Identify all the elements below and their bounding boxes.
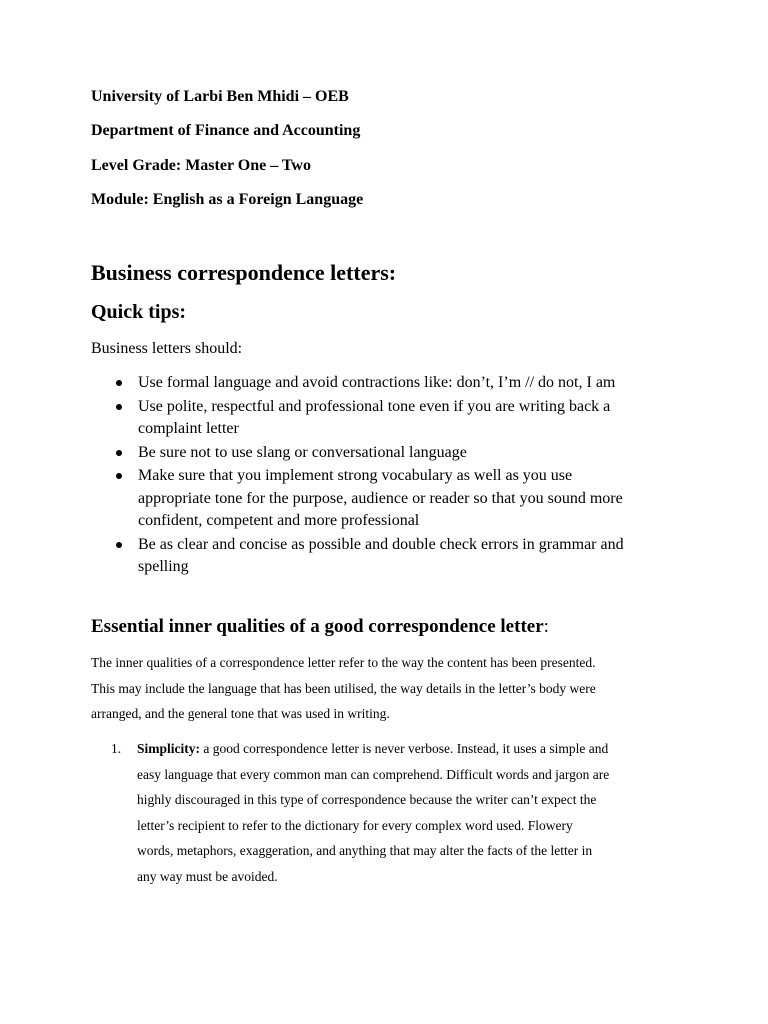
essential-paragraph: The inner qualities of a correspondence letter refer to the way the content has been presented. This may include the language that has been utilised, the way details in the letter’s body were arranged, and the general tone that was used in writing. — [91, 655, 596, 721]
bullet-icon — [116, 380, 122, 386]
intro-text: Business letters should: — [91, 340, 243, 357]
bullet-icon — [116, 542, 122, 548]
essential-heading-colon: : — [543, 616, 549, 637]
list-item — [91, 372, 631, 395]
tip-text: Use formal language and avoid contractions like: don’t, I’m // do not, I am — [138, 374, 616, 391]
bullet-icon — [116, 450, 122, 456]
qualities-list — [91, 736, 611, 889]
tip-text: Make sure that you implement strong vocabulary as well as you use appropriate tone for the purpose, audience or reader so that you sound more confident, competent and more professional — [138, 467, 623, 529]
list-item — [91, 465, 631, 533]
list-item — [91, 736, 611, 889]
level-grade: Level Grade: Master One – Two — [91, 157, 311, 174]
module-name: Module: English as a Foreign Language — [91, 191, 364, 208]
essential-qualities-heading — [91, 614, 549, 640]
quality-text: a good correspondence letter is never verbose. Instead, it uses a simple and easy language that every common man can comprehend. Difficult words and jargon are highly discouraged in this type of correspondence because the writer can’t expect the letter’s recipient to refer to the dictionary for every complex word used. Flowery words, metaphors, exaggeration, and anything that may alter the facts of the letter in any way must be avoided. — [137, 741, 610, 884]
tip-text: Be sure not to use slang or conversational language — [138, 443, 467, 461]
quick-tips-heading: Quick tips: — [91, 301, 187, 323]
item-number: 1. — [111, 741, 122, 756]
list-item — [91, 396, 631, 441]
bullet-icon — [116, 404, 122, 410]
tips-list — [91, 372, 631, 580]
department-name: Department of Finance and Accounting — [91, 122, 361, 139]
university-name: University of Larbi Ben Mhidi – OEB — [91, 88, 349, 105]
tip-text: Use polite, respectful and professional tone even if you are writing back a complaint letter — [138, 397, 611, 437]
bullet-icon — [116, 473, 122, 479]
tip-text: Be as clear and concise as possible and double check errors in grammar and spelling — [138, 535, 624, 575]
list-item — [91, 534, 631, 579]
main-title: Business correspondence letters: — [91, 260, 397, 285]
quality-term: Simplicity: — [137, 741, 200, 756]
list-item — [91, 442, 631, 465]
essential-heading-text: Essential inner qualities of a good correspondence letter — [91, 616, 544, 637]
